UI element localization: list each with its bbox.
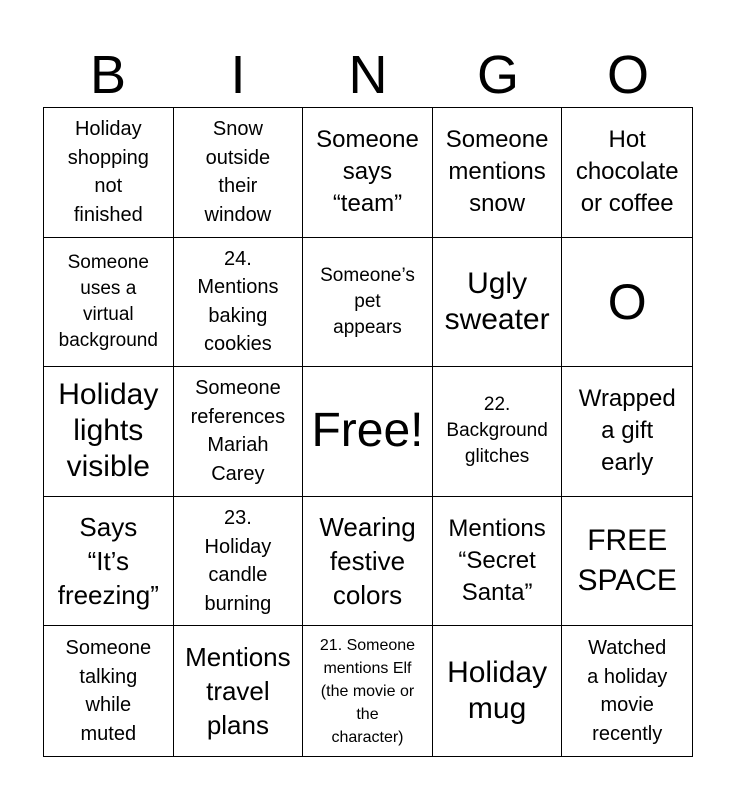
cell-text: Someone’s pet appears bbox=[320, 264, 415, 338]
bingo-cell-r4c1[interactable] bbox=[44, 497, 174, 627]
bingo-cell-r2c4[interactable] bbox=[433, 238, 563, 368]
header-letter-n: N bbox=[348, 45, 388, 105]
bingo-board bbox=[43, 107, 693, 757]
cell-text: Wrapped a gift early bbox=[578, 385, 676, 477]
bingo-cell-r5c1[interactable] bbox=[44, 626, 174, 756]
header-letter-o: O bbox=[606, 45, 649, 105]
cell-text: Holiday mug bbox=[447, 656, 548, 726]
cell-text: Holiday lights visible bbox=[58, 378, 159, 484]
bingo-cell-r3c5[interactable] bbox=[562, 367, 692, 497]
header-letter-b: B bbox=[89, 45, 127, 105]
bingo-cell-r1c3[interactable] bbox=[303, 108, 433, 238]
bingo-cell-r1c5[interactable] bbox=[562, 108, 692, 238]
bingo-cell-free-space[interactable] bbox=[562, 497, 692, 627]
cell-text: Mentions “Secret Santa” bbox=[448, 515, 546, 607]
cell-text: Ugly sweater bbox=[444, 266, 550, 336]
header-letter-g: G bbox=[476, 45, 519, 105]
bingo-cell-r5c5[interactable] bbox=[562, 626, 692, 756]
bingo-cell-r5c2[interactable] bbox=[174, 626, 304, 756]
bingo-cell-r1c2[interactable] bbox=[174, 108, 304, 238]
cell-text: 21. Someone mentions Elf (the movie or the character) bbox=[319, 636, 416, 746]
bingo-cell-r3c2[interactable] bbox=[174, 367, 304, 497]
header-letter-i: I bbox=[230, 45, 246, 105]
cell-text: Hot chocolate or coffee bbox=[575, 126, 679, 218]
cell-text: Says “It’s freezing” bbox=[57, 512, 159, 611]
cell-text: 22. Background glitches bbox=[446, 394, 548, 468]
cell-text: Wearing festive colors bbox=[319, 512, 416, 611]
bingo-cell-free[interactable] bbox=[303, 367, 433, 497]
bingo-cell-r4c3[interactable] bbox=[303, 497, 433, 627]
bingo-cell-r3c4[interactable] bbox=[433, 367, 563, 497]
bingo-cell-r1c1[interactable] bbox=[44, 108, 174, 238]
bingo-cell-r5c3[interactable] bbox=[303, 626, 433, 756]
bingo-header bbox=[43, 44, 693, 106]
cell-text: Someone references Mariah Carey bbox=[190, 377, 286, 485]
bingo-cell-r2c1[interactable] bbox=[44, 238, 174, 368]
bingo-cell-r3c1[interactable] bbox=[44, 367, 174, 497]
bingo-cell-r2c5[interactable] bbox=[562, 238, 692, 368]
cell-text: Someone talking while muted bbox=[65, 637, 152, 745]
cell-text: Watched a holiday movie recently bbox=[587, 637, 668, 745]
cell-text: O bbox=[607, 273, 647, 330]
cell-text: Someone says “team” bbox=[316, 126, 419, 218]
cell-text: Someone uses a virtual background bbox=[58, 251, 158, 351]
cell-text: Free! bbox=[311, 404, 424, 458]
bingo-cell-r2c3[interactable] bbox=[303, 238, 433, 368]
bingo-cell-r1c4[interactable] bbox=[433, 108, 563, 238]
cell-text: Holiday shopping not finished bbox=[67, 118, 149, 226]
cell-text: 23. Holiday candle burning bbox=[204, 507, 272, 615]
bingo-cell-r4c2[interactable] bbox=[174, 497, 304, 627]
bingo-cell-r2c2[interactable] bbox=[174, 238, 304, 368]
bingo-cell-r4c4[interactable] bbox=[433, 497, 563, 627]
cell-text: Mentions travel plans bbox=[185, 642, 291, 741]
cell-text: 24. Mentions baking cookies bbox=[197, 247, 279, 356]
bingo-cell-r5c4[interactable] bbox=[433, 626, 563, 756]
cell-text: Snow outside their window bbox=[204, 118, 272, 226]
cell-text: Someone mentions snow bbox=[445, 126, 549, 218]
cell-text: FREE SPACE bbox=[577, 524, 677, 598]
